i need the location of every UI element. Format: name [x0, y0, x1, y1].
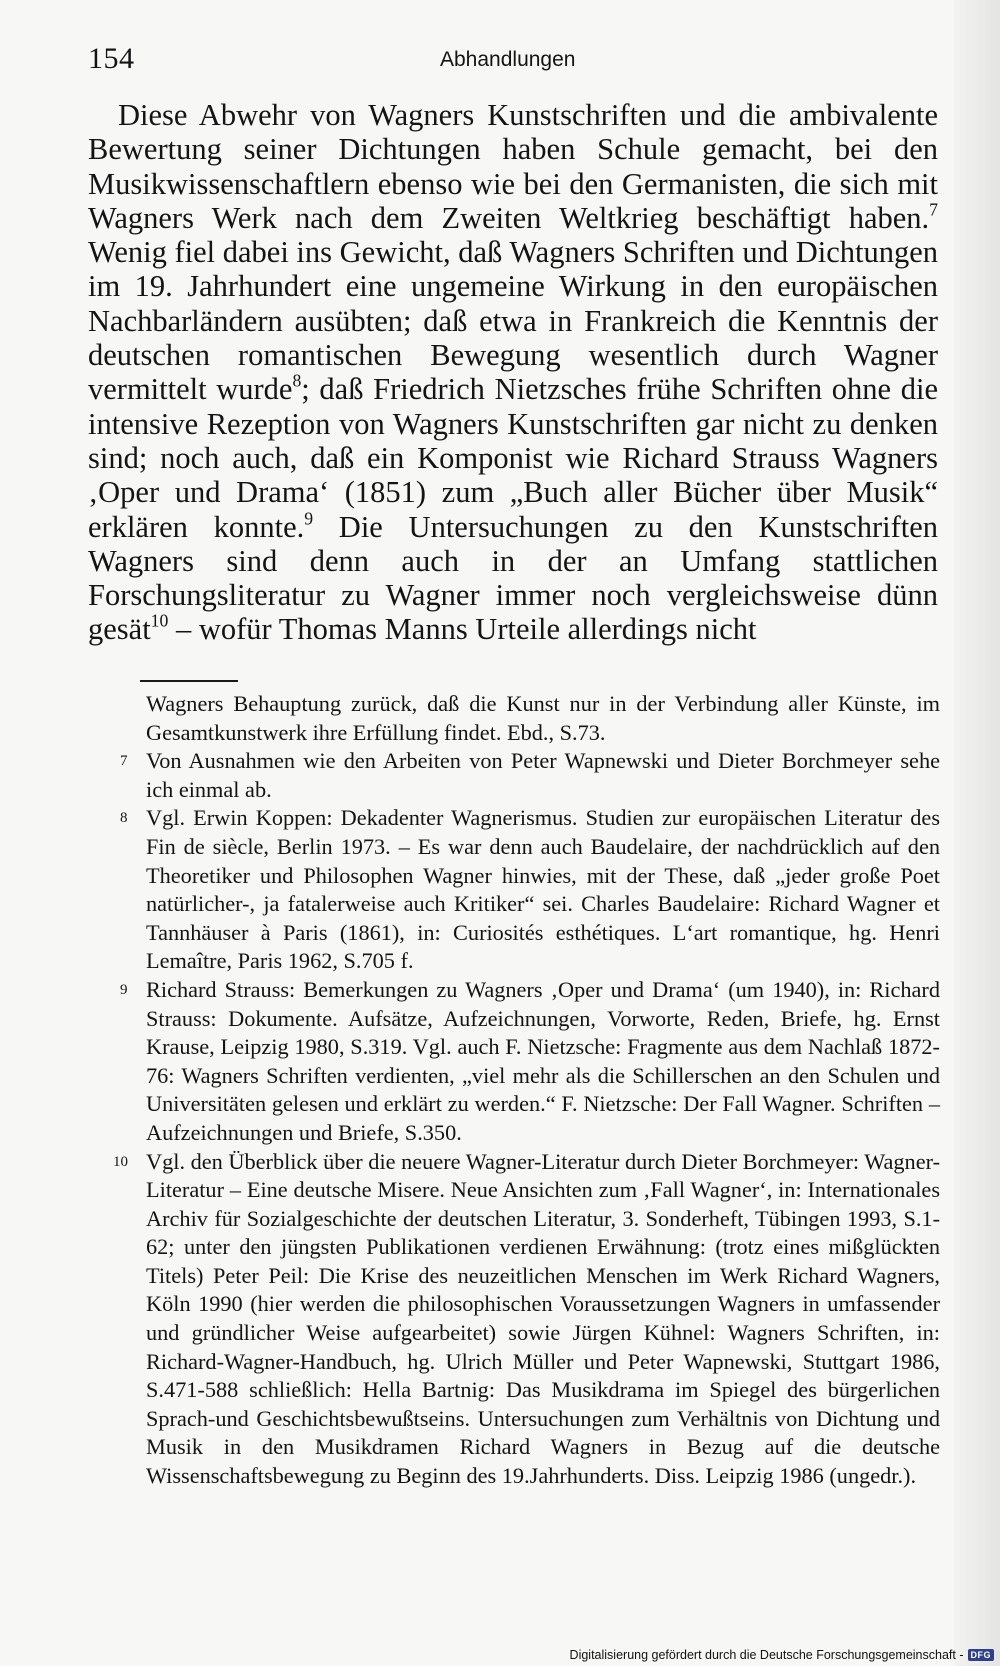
body-text-3: ; daß Friedrich Nietzsches frühe Schriften ohne die intensive Rezeption von Wagners Kunstschriften gar nicht zu denken sind; noch auch, daß ein Komponist wie Richard Strauss Wagners ‚Oper und Drama‘ (1851) zum „Buch aller Bücher über Musik“ erklären konnte. — [88, 372, 938, 544]
body-text-4: Die Untersuchungen zu den Kunstschriften Wagners sind denn auch in der an Umfang stattlichen Forschungsliteratur zu Wagner immer noch vergleichsweise dünn gesät — [88, 509, 938, 647]
footnote-9 — [88, 976, 940, 1148]
footnote-number: 7 — [120, 753, 128, 770]
page-number: 154 — [88, 42, 135, 75]
body-text-2: Wenig fiel dabei ins Gewicht, daß Wagners Schriften und Dichtungen im 19. Jahrhundert eine ungemeine Wirkung in den europäischen Nachbarländern ausübten; daß etwa in Frankreich die Kenntnis der deutschen romantischen Bewegung wesentlich durch Wagner vermittelt wurde — [88, 235, 938, 407]
footnote-10 — [88, 1148, 940, 1491]
body-paragraph — [88, 98, 938, 647]
footnote-number: 9 — [120, 981, 128, 998]
footnote-number: 10 — [113, 1153, 128, 1170]
footnote-ref-8[interactable]: 8 — [292, 371, 302, 391]
dfg-logo-icon: DFG — [968, 1649, 995, 1661]
footnote-8 — [88, 804, 940, 976]
footnote-ref-7[interactable]: 7 — [929, 199, 938, 220]
page-header — [88, 42, 943, 82]
footnote-text: Vgl. Erwin Koppen: Dekadenter Wagnerismus. Studien zur europäischen Literatur des Fin de siècle, Berlin 1973. – Es war denn auch Baudelaire, der nachdrücklich auf den Theoretiker und Philosophen Wagner hinwies, mit der These, daß „jeder große Poet natürlicher-, ja fatalerweise auch Kritiker“ sei. Charles Baudelaire: Richard Wagner et Tannhäuser à Paris (1861), in: Curiosités esthétiques. L‘art romantique, hg. Henri Lemaître, Paris 1962, S.705 f. — [146, 805, 940, 974]
footnote-continued — [88, 690, 940, 747]
footnotes — [88, 690, 940, 1491]
footnote-text: Richard Strauss: Bemerkungen zu Wagners ‚Oper und Drama‘ (um 1940), in: Richard Strauss: Dokumente. Aufsätze, Aufzeichnungen, Vorworte, Reden, Briefe, hg. Ernst Krause, Leipzig 1980, S.319. Vgl. auch F. Nietzsche: Fragmente aus dem Nachlaß 1872-76: Wagners Schriften verdienten, „viel mehr als die Schillerschen an den Schulen und Universitäten gelesen und erklärt zu werden.“ F. Nietzsche: Der Fall Wagner. Schriften – Aufzeichnungen und Briefe, S.350. — [146, 976, 940, 1145]
body-text-1: Diese Abwehr von Wagners Kunstschriften und die ambivalente Bewertung seiner Dichtungen haben Schule gemacht, bei den Musikwissenschaftlern ebenso wie bei den Germanisten, die sich mit Wagners Werk nach dem Zweiten Weltkrieg beschäftigt haben. — [88, 98, 938, 235]
footnote-number: 8 — [120, 810, 128, 827]
page-edge-shadow — [954, 0, 1000, 1666]
running-head: Abhandlungen — [440, 48, 576, 71]
footnote-separator — [140, 680, 238, 682]
body-text-5: – wofür Thomas Manns Urteile allerdings nicht — [168, 612, 757, 647]
footnote-ref-10[interactable]: 10 — [150, 611, 169, 632]
footnote-text: Vgl. den Überblick über die neuere Wagner-Literatur durch Dieter Borchmeyer: Wagner-Literatur – Eine deutsche Misere. Neue Ansichten zum ‚Fall Wagner‘, in: Internationales Archiv für Sozialgeschichte der deutschen Literatur, 3. Sonderheft, Tübingen 1993, S.1-62; unter den jüngsten Publikationen verdienen Erwähnung: (trotz eines mißglückten Titels) Peter Peil: Die Krise des neuzeitlichen Menschen im Werk Richard Wagners, Köln 1990 (hier werden die philosophischen Voraussetzungen Wagners in umfassender und gründlicher Weise aufgearbeitet) sowie Jürgen Kühnel: Wagners Schriften, in: Richard-Wagner-Handbuch, hg. Ulrich Müller und Peter Wapnewski, Stuttgart 1986, S.471-588 schließlich: Hella Bartnig: Das Musikdrama im Spiegel des bürgerlichen Sprach-und Geschichtsbewußtseins. Untersuchungen zum Verhältnis von Dichtung und Musik in den Musikdramen Richard Wagners in Bezug auf die deutsche Wissenschaftsbewegung zu Beginn des 19.Jahrhunderts. Diss. Leipzig 1986 (ungedr.). — [146, 1148, 940, 1489]
footnote-text: Von Ausnahmen wie den Arbeiten von Peter Wapnewski und Dieter Borchmeyer sehe ich einmal ab. — [146, 748, 940, 802]
footnote-text: Wagners Behauptung zurück, daß die Kunst nur in der Verbindung aller Künste, im Gesamtkunstwerk ihre Erfüllung findet. Ebd., S.73. — [146, 691, 940, 745]
footnote-7 — [88, 747, 940, 804]
credit-text: Digitalisierung gefördert durch die Deutsche Forschungsgemeinschaft - — [569, 1648, 964, 1662]
footnote-ref-9[interactable]: 9 — [304, 508, 314, 529]
digitization-credit — [570, 1648, 994, 1662]
